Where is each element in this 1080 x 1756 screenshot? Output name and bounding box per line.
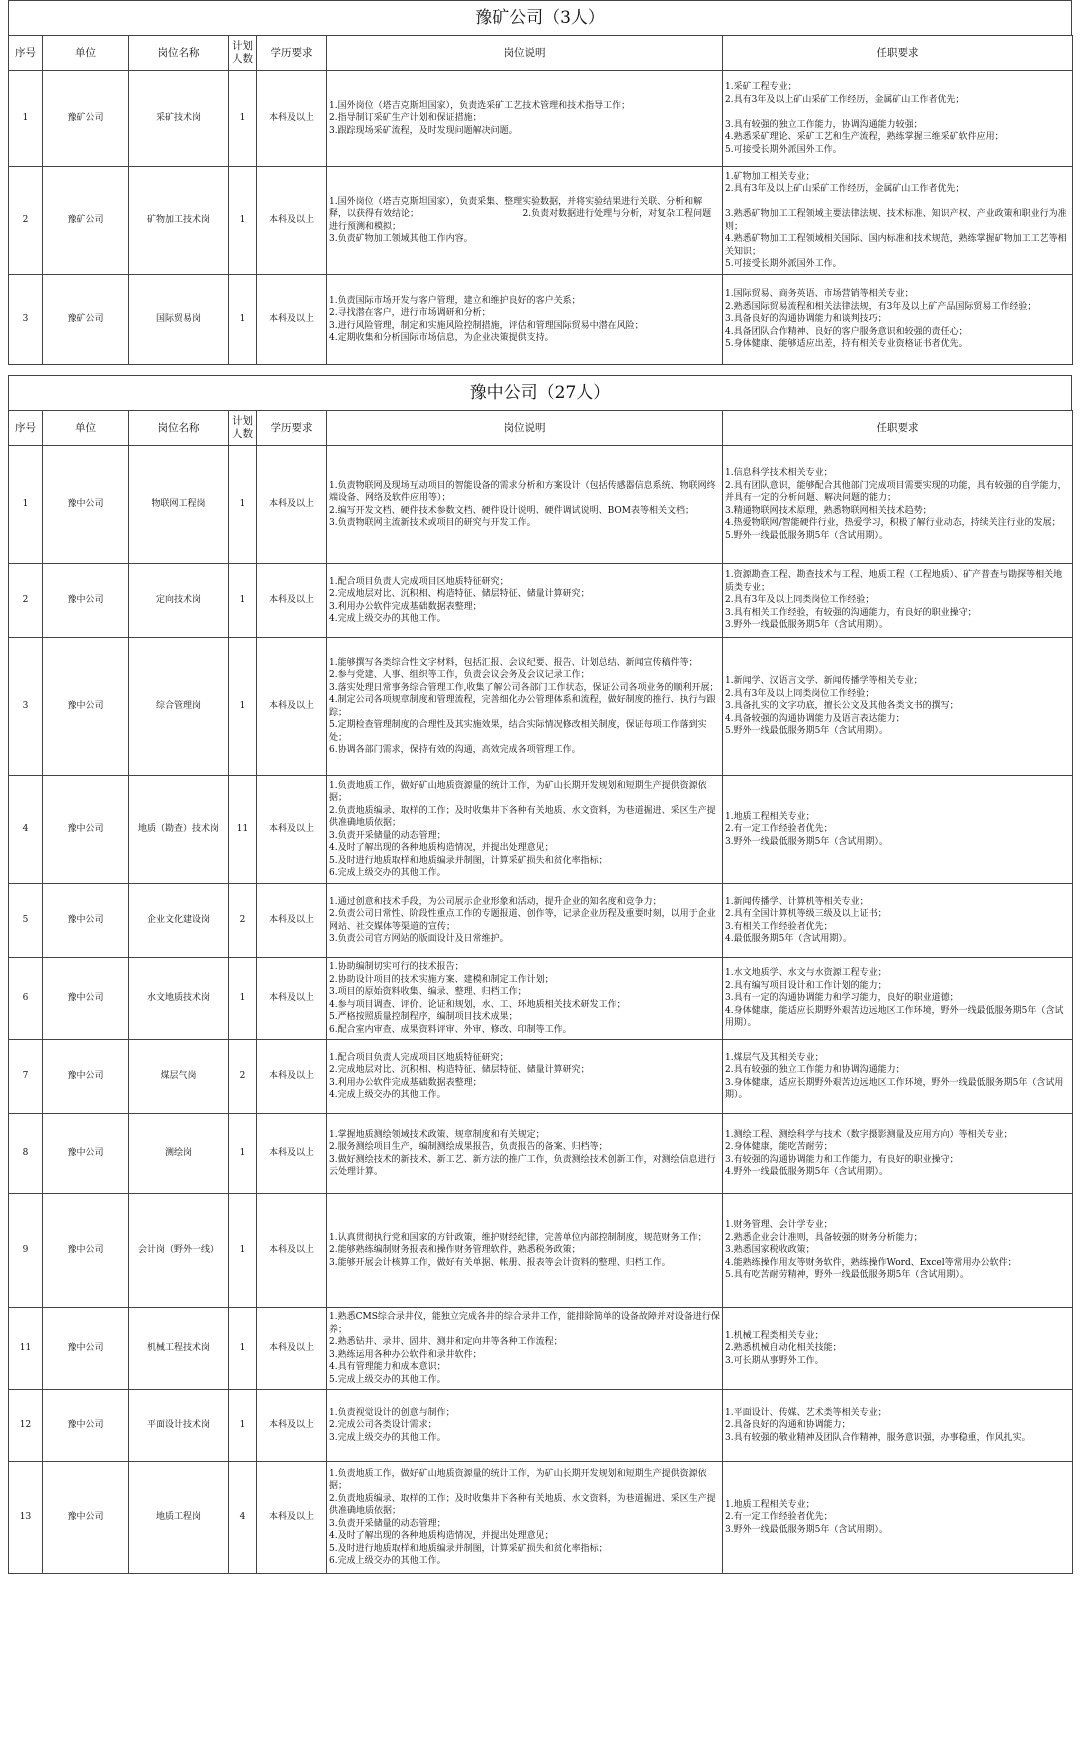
table-row [9,167,1073,275]
table-row [9,958,1073,1040]
post-description-cell: 1.国外岗位（塔吉克斯坦国家），负责选采矿工艺技术管理和技术指导工作； 2.指导制订采矿生产计划和保证措施； 3.跟踪现场采矿流程，及时发现问题解决问题。 [327,71,723,167]
post-name-cell: 企业文化建设岗 [129,884,229,958]
column-header-seq: 序号 [9,36,43,71]
column-header-seq: 序号 [9,411,43,446]
post-name-cell: 地质工程岗 [129,1462,229,1574]
post-description-cell: 1.负责国际市场开发与客户管理，建立和维护良好的客户关系； 2.寻找潜在客户，进行市场调研和分析； 3.进行风险管理，制定和实施风险控制措施，评估和管理国际贸易中潜在风险； 4.定期收集和分析国际市场信息，为企业决策提供支持。 [327,275,723,365]
post-description-cell: 1.配合项目负责人完成项目区地质特征研究； 2.完成地层对比、沉积相、构造特征、储层特征、储量计算研究； 3.利用办公软件完成基础数据表整理； 4.完成上级交办的其他工作。 [327,564,723,638]
post-description-cell: 1.认真贯彻执行党和国家的方针政策，维护财经纪律，完善单位内部控制制度，规范财务工作； 2.能够熟练编制财务报表和操作财务管理软件，熟悉税务政策； 3.能够开展会计核算工作，做好有关单据、帐册、报表等会计资料的整理、归档工作。 [327,1194,723,1308]
header-row [9,36,1073,71]
table-row [9,1462,1073,1574]
unit-cell: 豫中公司 [43,776,129,884]
requirements-cell: 1.煤层气及其相关专业； 2.具有较强的独立工作能力和协调沟通能力； 3.身体健康，适应长期野外艰苦边远地区工作环境，野外一线最低服务期5年（含试用期）。 [723,1040,1073,1114]
post-name-cell: 煤层气岗 [129,1040,229,1114]
unit-cell: 豫中公司 [43,1114,129,1194]
post-description-cell: 1.负责物联网及现场互动项目的智能设备的需求分析和方案设计（包括传感器信息系统、物联网终端设备、网络及软件应用等）； 2.编写开发文档、硬件技术参数文档、硬件设计说明、硬件调试说明、BOM表等相关文档； 3.负责物联网主流新技术或项目的研究与开发工作。 [327,446,723,564]
requirements-cell: 1.机械工程类相关专业； 2.熟悉机械自动化相关技能； 3.可长期从事野外工作。 [723,1308,1073,1390]
table-row [9,564,1073,638]
plan-count-cell: 1 [229,167,257,275]
education-cell: 本科及以上 [257,1462,327,1574]
post-description-cell: 1.负责地质工作，做好矿山地质资源量的统计工作，为矿山长期开发规划和短期生产提供资源依据； 2.负责地质编录、取样的工作；及时收集井下各种有关地质、水文资料，为巷道掘进、采区生产提供准确地质依据； 3.负责开采储量的动态管理； 4.及时了解出现的各种地质构造情况，并提出处理意见； 5.及时进行地质取样和地质编录并制图，计算采矿损失和贫化率指标； 6.完成上级交办的其他工作。 [327,1462,723,1574]
post-name-cell: 平面设计技术岗 [129,1390,229,1462]
education-cell: 本科及以上 [257,1040,327,1114]
plan-count-cell: 1 [229,1308,257,1390]
plan-count-cell: 2 [229,1040,257,1114]
post-description-cell: 1.国外岗位（塔吉克斯坦国家），负责采集、整理实验数据，并将实验结果进行关联、分析和解释，以获得有效结论； 2.负责对数据进行处理与分析，对复杂工程问题进行预测和模拟； 3.负责矿物加工领域其他工作内容。 [327,167,723,275]
seq-cell: 12 [9,1390,43,1462]
seq-cell: 2 [9,167,43,275]
education-cell: 本科及以上 [257,1194,327,1308]
seq-cell: 8 [9,1114,43,1194]
header-row [9,411,1073,446]
plan-count-cell: 1 [229,275,257,365]
plan-count-cell: 1 [229,1390,257,1462]
requirements-cell: 1.地质工程相关专业； 2.有一定工作经验者优先； 3.野外一线最低服务期5年（含试用期）。 [723,776,1073,884]
section-title: 豫矿公司（3人） [8,0,1072,35]
education-cell: 本科及以上 [257,446,327,564]
table-row [9,275,1073,365]
requirements-cell: 1.新闻传播学、计算机等相关专业； 2.具有全国计算机等级三级及以上证书； 3.有相关工作经验者优先； 4.最低服务期5年（含试用期）。 [723,884,1073,958]
plan-count-cell: 1 [229,1194,257,1308]
education-cell: 本科及以上 [257,958,327,1040]
plan-count-cell: 1 [229,958,257,1040]
post-name-cell: 采矿技术岗 [129,71,229,167]
post-name-cell: 综合管理岗 [129,638,229,776]
requirements-cell: 1.测绘工程、测绘科学与技术（数字摄影测量及应用方向）等相关专业； 2.身体健康，能吃苦耐劳； 3.有较强的沟通协调能力和工作能力，有良好的职业操守； 4.野外一线最低服务期5年（含试用期）。 [723,1114,1073,1194]
requirements-cell: 1.信息科学技术相关专业； 2.具有团队意识，能够配合其他部门完成项目需要实现的功能，具有较强的自学能力，并具有一定的分析问题、解决问题的能力； 3.精通物联网技术原理，熟悉物联网相关技术趋势； 4.热爱物联网/智能硬件行业，热爱学习，积极了解行业动态，持续关注行业的发展； 5.野外一线最低服务期5年（含试用期）。 [723,446,1073,564]
unit-cell: 豫中公司 [43,884,129,958]
column-header-edu: 学历要求 [257,36,327,71]
seq-cell: 1 [9,71,43,167]
unit-cell: 豫中公司 [43,1462,129,1574]
column-header-desc: 岗位说明 [327,36,723,71]
education-cell: 本科及以上 [257,167,327,275]
seq-cell: 6 [9,958,43,1040]
unit-cell: 豫中公司 [43,446,129,564]
column-header-edu: 学历要求 [257,411,327,446]
column-header-post: 岗位名称 [129,411,229,446]
plan-count-cell: 2 [229,884,257,958]
post-name-cell: 物联网工程岗 [129,446,229,564]
education-cell: 本科及以上 [257,275,327,365]
post-description-cell: 1.协助编制切实可行的技术报告； 2.协助设计项目的技术实施方案、建模和制定工作计划； 3.项目的原始资料收集、编录、整理、归档工作； 4.参与项目调查、评价、论证和规划，水、工、环地质相关技术研发工作； 5.严格按照质量控制程序，编制项目技术成果； 6.配合室内审查、成果资料评审、外审、修改、印制等工作。 [327,958,723,1040]
seq-cell: 7 [9,1040,43,1114]
education-cell: 本科及以上 [257,1308,327,1390]
post-name-cell: 地质（勘查）技术岗 [129,776,229,884]
post-description-cell: 1.负责视觉设计的创意与制作； 2.完成公司各类设计需求； 3.完成上级交办的其他工作。 [327,1390,723,1462]
post-name-cell: 国际贸易岗 [129,275,229,365]
seq-cell: 9 [9,1194,43,1308]
column-header-count: 计划人数 [229,36,257,71]
unit-cell: 豫中公司 [43,1040,129,1114]
table-row [9,71,1073,167]
column-header-post: 岗位名称 [129,36,229,71]
column-header-req: 任职要求 [723,411,1073,446]
plan-count-cell: 4 [229,1462,257,1574]
post-description-cell: 1.能够撰写各类综合性文字材料，包括汇报、会议纪要、报告、计划总结、新闻宣传稿件等； 2.参与党建、人事、组织等工作，负责会议会务及会议记录工作； 3.落实处理日常事务综合管理工作,收集了解公司各部门工作状态，保证公司各项业务的顺利开展； 4.制定公司各项规章制度和管理流程，完善细化办公管理体系和流程，做好制度的推行、执行与跟踪； 5.定期检查管理制度的合理性及其实施效果，结合实际情况修改相关制度，保证每项工作落到实处； 6.协调各部门需求，保持有效的沟通，高效完成各项管理工作。 [327,638,723,776]
table-row [9,1390,1073,1462]
table-row [9,776,1073,884]
requirements-cell: 1.矿物加工相关专业； 2.具有3年及以上矿山采矿工作经历，金属矿山工作者优先； 3.熟悉矿物加工工程领域主要法律法规、技术标准、知识产权、产业政策和职业行为准则； 4.熟悉矿物加工工程领域相关国际、国内标准和技术规范，熟练掌握矿物加工工艺等相关知识； 5.可接受长期外派国外工作。 [723,167,1073,275]
education-cell: 本科及以上 [257,884,327,958]
plan-count-cell: 1 [229,638,257,776]
post-name-cell: 定向技术岗 [129,564,229,638]
post-name-cell: 水文地质技术岗 [129,958,229,1040]
unit-cell: 豫中公司 [43,958,129,1040]
seq-cell: 2 [9,564,43,638]
unit-cell: 豫中公司 [43,564,129,638]
recruitment-table [8,35,1073,365]
unit-cell: 豫中公司 [43,1194,129,1308]
column-header-req: 任职要求 [723,36,1073,71]
education-cell: 本科及以上 [257,564,327,638]
unit-cell: 豫矿公司 [43,275,129,365]
column-header-unit: 单位 [43,36,129,71]
unit-cell: 豫中公司 [43,1390,129,1462]
table-row [9,1194,1073,1308]
post-name-cell: 会计岗（野外一线） [129,1194,229,1308]
column-header-count: 计划人数 [229,411,257,446]
table-row [9,1308,1073,1390]
post-description-cell: 1.负责地质工作，做好矿山地质资源量的统计工作，为矿山长期开发规划和短期生产提供资源依据； 2.负责地质编录、取样的工作；及时收集井下各种有关地质、水文资料，为巷道掘进、采区生产提供准确地质依据； 3.负责开采储量的动态管理； 4.及时了解出现的各种地质构造情况，并提出处理意见； 5.及时进行地质取样和地质编录并制图，计算采矿损失和贫化率指标； 6.完成上级交办的其他工作。 [327,776,723,884]
seq-cell: 4 [9,776,43,884]
requirements-cell: 1.国际贸易、商务英语、市场营销等相关专业； 2.熟悉国际贸易流程和相关法律法规，有3年及以上矿产品国际贸易工作经验； 3.具备良好的沟通协调能力和谈判技巧； 4.具备团队合作精神、良好的客户服务意识和较强的责任心； 5.身体健康、能够适应出差，持有相关专业资格证书者优先。 [723,275,1073,365]
seq-cell: 5 [9,884,43,958]
column-header-unit: 单位 [43,411,129,446]
post-description-cell: 1.通过创意和技术手段，为公司展示企业形象和活动，提升企业的知名度和竞争力； 2.负责公司日常性、阶段性重点工作的专题报道、创作等，记录企业历程及重要时刻，以用于企业网站、社交媒体等渠道的宣传； 3.负责公司官方网站的版面设计及日常维护。 [327,884,723,958]
table-row [9,1114,1073,1194]
seq-cell: 1 [9,446,43,564]
seq-cell: 3 [9,275,43,365]
education-cell: 本科及以上 [257,1390,327,1462]
post-description-cell: 1.掌握地质测绘领域技术政策、规章制度和有关规定； 2.服务测绘项目生产，编制测绘成果报告，负责报告的备案、归档等； 3.做好测绘技术的新技术、新工艺、新方法的推广工作，负责测绘技术创新工作，对测绘信息进行云处理计算。 [327,1114,723,1194]
seq-cell: 11 [9,1308,43,1390]
seq-cell: 13 [9,1462,43,1574]
education-cell: 本科及以上 [257,1114,327,1194]
seq-cell: 3 [9,638,43,776]
requirements-cell: 1.新闻学、汉语言文学、新闻传播学等相关专业； 2.具有3年及以上同类岗位工作经验； 3.具备扎实的文字功底，擅长公文及其他各类文书的撰写； 4.具备较强的沟通协调能力及语言表达能力； 5.野外一线最低服务期5年（含试用期）。 [723,638,1073,776]
section-title: 豫中公司（27人） [8,375,1072,410]
education-cell: 本科及以上 [257,638,327,776]
plan-count-cell: 1 [229,1114,257,1194]
section-gap [8,365,1072,375]
table-row [9,638,1073,776]
table-row [9,1040,1073,1114]
plan-count-cell: 11 [229,776,257,884]
unit-cell: 豫矿公司 [43,167,129,275]
unit-cell: 豫中公司 [43,1308,129,1390]
unit-cell: 豫中公司 [43,638,129,776]
post-name-cell: 机械工程技术岗 [129,1308,229,1390]
table-row [9,884,1073,958]
recruitment-document [8,0,1072,1574]
plan-count-cell: 1 [229,446,257,564]
recruitment-table [8,410,1073,1574]
table-row [9,446,1073,564]
post-description-cell: 1.配合项目负责人完成项目区地质特征研究； 2.完成地层对比、沉积相、构造特征、储层特征、储量计算研究； 3.利用办公软件完成基础数据表整理； 4.完成上级交办的其他工作。 [327,1040,723,1114]
requirements-cell: 1.平面设计、传媒、艺术类等相关专业； 2.具备良好的沟通和协调能力； 3.具有较强的敬业精神及团队合作精神，服务意识强，办事稳重，作风扎实。 [723,1390,1073,1462]
requirements-cell: 1.财务管理、会计学专业； 2.熟悉企业会计准则，具备较强的财务分析能力； 3.熟悉国家税收政策； 4.能熟练操作用友等财务软件，熟练操作Word、Excel等常用办公软件； 5.具有吃苦耐劳精神，野外一线最低服务期5年（含试用期）。 [723,1194,1073,1308]
requirements-cell: 1.水文地质学、水文与水资源工程专业； 2.具有编写项目设计和工作计划的能力； 3.具有一定的沟通协调能力和学习能力，良好的职业道德； 4.身体健康，能适应长期野外艰苦边远地区工作环境，野外一线最低服务期5年（含试用期）。 [723,958,1073,1040]
requirements-cell: 1.资源勘查工程、勘查技术与工程、地质工程（工程地质）、矿产普查与勘探等相关地质类专业； 2.具有3年及以上同类岗位工作经验； 3.具有相关工作经验，有较强的沟通能力，有良好的职业操守； 3.野外一线最低服务期5年（含试用期）。 [723,564,1073,638]
unit-cell: 豫矿公司 [43,71,129,167]
education-cell: 本科及以上 [257,776,327,884]
plan-count-cell: 1 [229,71,257,167]
plan-count-cell: 1 [229,564,257,638]
requirements-cell: 1.地质工程相关专业； 2.有一定工作经验者优先； 3.野外一线最低服务期5年（含试用期）。 [723,1462,1073,1574]
post-name-cell: 测绘岗 [129,1114,229,1194]
education-cell: 本科及以上 [257,71,327,167]
column-header-desc: 岗位说明 [327,411,723,446]
requirements-cell: 1.采矿工程专业； 2.具有3年及以上矿山采矿工作经历，金属矿山工作者优先； 3.具有较强的独立工作能力，协调沟通能力较强； 4.熟悉采矿理论、采矿工艺和生产流程，熟练掌握三维采矿软件应用； 5.可接受长期外派国外工作。 [723,71,1073,167]
post-description-cell: 1.熟悉CMS综合录井仪，能独立完成各井的综合录井工作，能排除简单的设备故障并对设备进行保养； 2.熟悉钻井、录井、固井、测井和定向井等各种工作流程； 3.熟练运用各种办公软件和录井软件； 4.具有管理能力和成本意识； 5.完成上级交办的其他工作。 [327,1308,723,1390]
post-name-cell: 矿物加工技术岗 [129,167,229,275]
